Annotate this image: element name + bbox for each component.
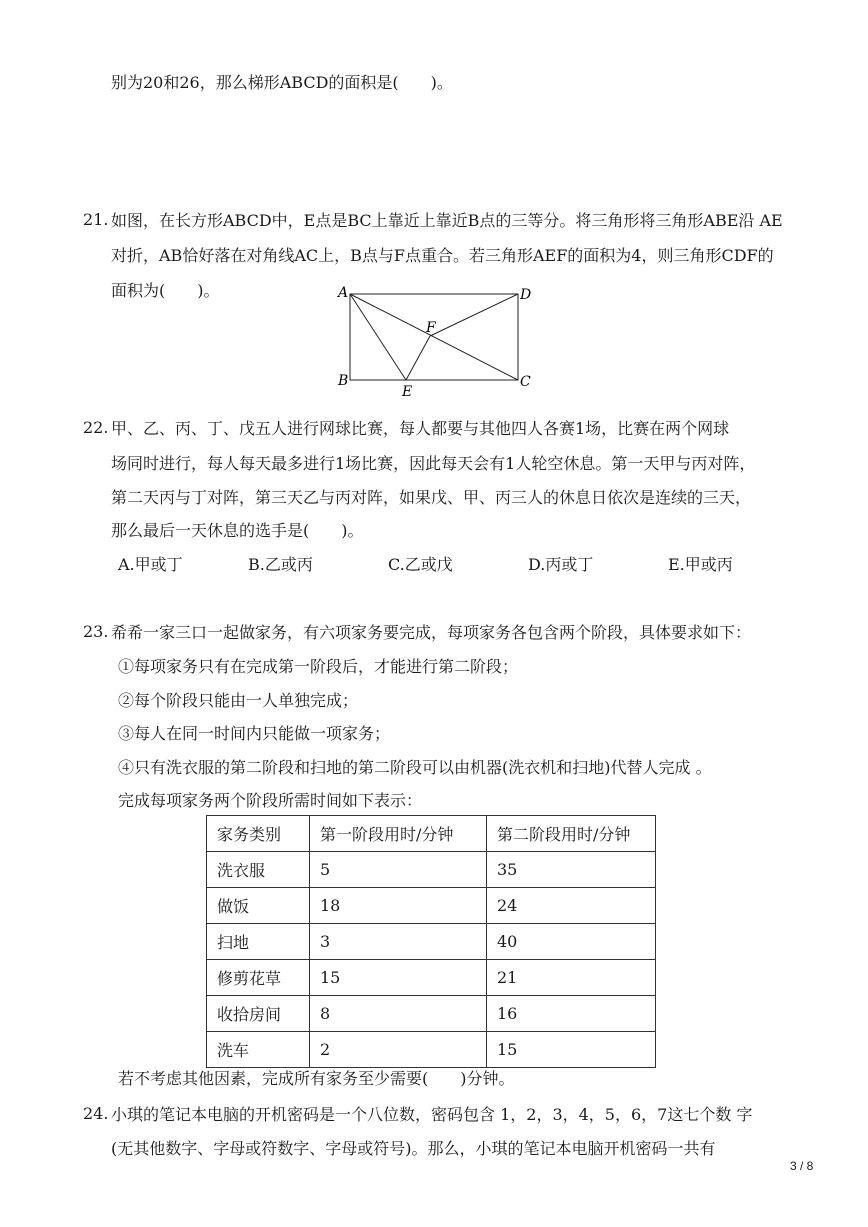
label-e: E <box>402 384 413 400</box>
label-c: C <box>520 374 531 390</box>
table-cell: 21 <box>487 960 656 996</box>
q23-question: 若不考虑其他因素，完成所有家务至少需要( )分钟。 <box>118 1069 515 1088</box>
q21-line-2: 对折，AB恰好落在对角线AC上，B点与F点重合。若三角形AEF的面积为4，则三角形CDF的 <box>111 246 774 265</box>
table-cell: 3 <box>310 924 487 960</box>
header-cell-category: 家务类别 <box>207 816 310 852</box>
q23-rule-4: ④只有洗衣服的第二阶段和扫地的第二阶段可以由机器(洗衣机和扫地)代替人完成 。 <box>118 758 712 777</box>
segment-ef <box>406 336 430 380</box>
q23-rule-2: ②每个阶段只能由一人单独完成； <box>118 691 359 710</box>
label-a: A <box>338 285 349 301</box>
table-cell: 8 <box>310 996 487 1032</box>
label-b: B <box>338 373 349 389</box>
table-row <box>207 888 656 924</box>
table-cell: 2 <box>310 1032 487 1068</box>
chores-table <box>206 815 656 1068</box>
q23-rule-3: ③每人在同一时间内只能做一项家务； <box>118 724 391 743</box>
header-cell-stage2: 第二阶段用时/分钟 <box>487 816 656 852</box>
q22-line-1: 甲、乙、丙、丁、戊五人进行网球比赛，每人都要与其他四人各赛1场，比赛在两个网球 <box>111 419 730 438</box>
table-cell: 5 <box>310 852 487 888</box>
rectangle-figure <box>330 280 545 404</box>
label-f: F <box>426 320 436 336</box>
table-row <box>207 960 656 996</box>
label-d: D <box>520 287 532 303</box>
q24-number: 24. <box>83 1104 109 1123</box>
table-cell: 24 <box>487 888 656 924</box>
table-row <box>207 852 656 888</box>
table-cell: 35 <box>487 852 656 888</box>
q23-number: 23. <box>83 622 109 641</box>
q22-line-3: 第二天丙与丁对阵，第三天乙与丙对阵，如果戊、甲、丙三人的休息日依次是连续的三天， <box>111 488 752 507</box>
q23-table-intro: 完成每项家务两个阶段所需时间如下表示： <box>118 791 423 810</box>
table-header-row <box>207 816 656 852</box>
choice-c: C.乙或戊 <box>388 555 453 574</box>
q21-line-1: 如图，在长方形ABCD中，E点是BC上靠近上靠近B点的三等分。将三角形将三角形ABE沿 AE <box>111 211 783 230</box>
table-cell: 扫地 <box>207 924 310 960</box>
choice-d: D.丙或丁 <box>528 555 594 574</box>
segment-ae <box>350 294 406 380</box>
table-cell: 18 <box>310 888 487 924</box>
table-cell: 洗衣服 <box>207 852 310 888</box>
q22-line-4: 那么最后一天休息的选手是( )。 <box>111 521 364 540</box>
table-cell: 40 <box>487 924 656 960</box>
table-cell: 15 <box>487 1032 656 1068</box>
q23-intro: 希希一家三口一起做家务，有六项家务要完成，每项家务各包含两个阶段，具体要求如下： <box>111 623 752 642</box>
q22-number: 22. <box>83 418 109 437</box>
q24-line-1: 小琪的笔记本电脑的开机密码是一个八位数，密码包含 1，2，3，4，5，6，7这七个数 字 <box>111 1105 753 1124</box>
table-row <box>207 924 656 960</box>
header-cell-stage1: 第一阶段用时/分钟 <box>310 816 487 852</box>
choice-a: A.甲或丁 <box>118 555 183 574</box>
q22-line-2: 场同时进行，每人每天最多进行1场比赛，因此每天会有1人轮空休息。第一天甲与丙对阵， <box>111 454 756 473</box>
table-cell: 洗车 <box>207 1032 310 1068</box>
page-number: 3 / 8 <box>790 1159 814 1173</box>
table-cell: 修剪花草 <box>207 960 310 996</box>
q23-rule-1: ①每项家务只有在完成第一阶段后，才能进行第二阶段； <box>118 657 519 676</box>
choice-b: B.乙或丙 <box>248 555 313 574</box>
choice-e: E.甲或丙 <box>668 555 733 574</box>
q21-number: 21. <box>83 210 109 229</box>
q24-line-2: (无其他数字、字母或符数字、字母或符号)。那么，小琪的笔记本电脑开机密码一共有 <box>111 1139 716 1158</box>
table-cell: 16 <box>487 996 656 1032</box>
table-cell: 做饭 <box>207 888 310 924</box>
table-cell: 收拾房间 <box>207 996 310 1032</box>
table-row <box>207 996 656 1032</box>
segment-fd <box>430 294 518 336</box>
table-cell: 15 <box>310 960 487 996</box>
q21-line-3: 面积为( )。 <box>111 281 220 300</box>
q20-tail-text: 别为20和26，那么梯形ABCD的面积是( )。 <box>111 73 453 92</box>
diagonal-ac <box>350 294 518 380</box>
table-row <box>207 1032 656 1068</box>
